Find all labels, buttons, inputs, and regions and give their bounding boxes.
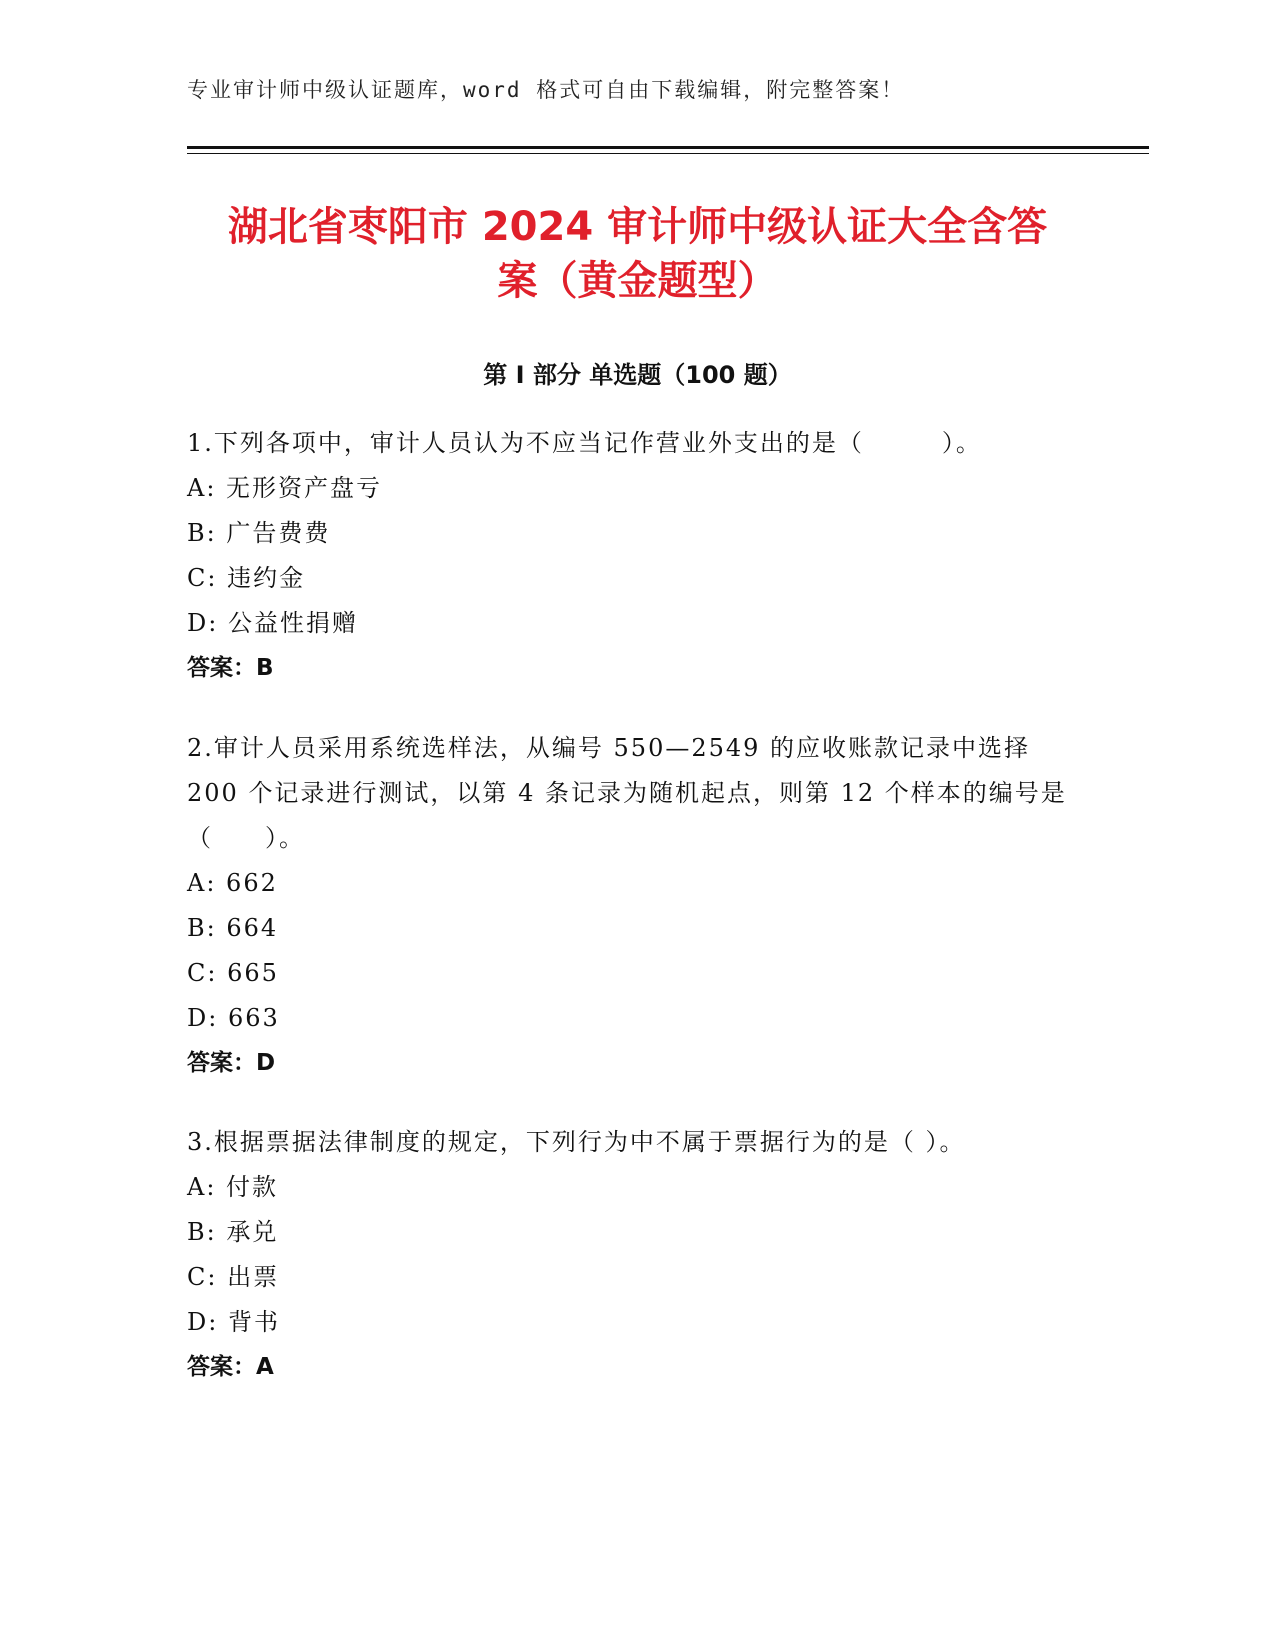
answer: 答案：A [187,1354,274,1380]
option-d: D: 公益性捐赠 [187,609,358,637]
option-a: A: 662 [187,869,278,897]
document-title-line1: 湖北省枣阳市 2024 审计师中级认证大全含答 [227,204,1048,250]
option-c: C: 出票 [187,1263,280,1291]
header-rule-thick [187,146,1149,149]
question-stem: 1.下列各项中，审计人员认为不应当记作营业外支出的是（ ）。 [187,429,982,457]
option-b: B: 承兑 [187,1218,279,1246]
option-c: C: 违约金 [187,564,306,592]
option-b: B: 广告费费 [187,519,331,547]
question-1 [187,421,1067,691]
question-stem: 2.审计人员采用系统选样法，从编号 550—2549 的应收账款记录中选择 200 个记录进行测试，以第 4 条记录为随机起点，则第 12 个样本的编号是（ ）。 [187,734,1067,852]
question-stem: 3.根据票据法律制度的规定，下列行为中不属于票据行为的是（ ）。 [187,1128,966,1156]
section-title: 第 I 部分 单选题（100 题） [483,361,792,389]
header-rule-thin [187,153,1149,154]
option-c: C: 665 [187,959,279,987]
option-a: A: 付款 [187,1173,279,1201]
option-a: A: 无形资产盘亏 [187,474,383,502]
option-d: D: 背书 [187,1308,280,1336]
option-b: B: 664 [187,914,279,942]
answer: 答案：D [187,1050,276,1076]
option-d: D: 663 [187,1004,280,1032]
question-3 [187,1120,1067,1390]
header-note: 专业审计师中级认证题库，word 格式可自由下载编辑，附完整答案！ [187,78,905,102]
answer: 答案：B [187,655,274,681]
document-title [150,200,1125,308]
question-2 [187,726,1067,1086]
document-title-line2: 案（黄金题型） [497,258,778,304]
